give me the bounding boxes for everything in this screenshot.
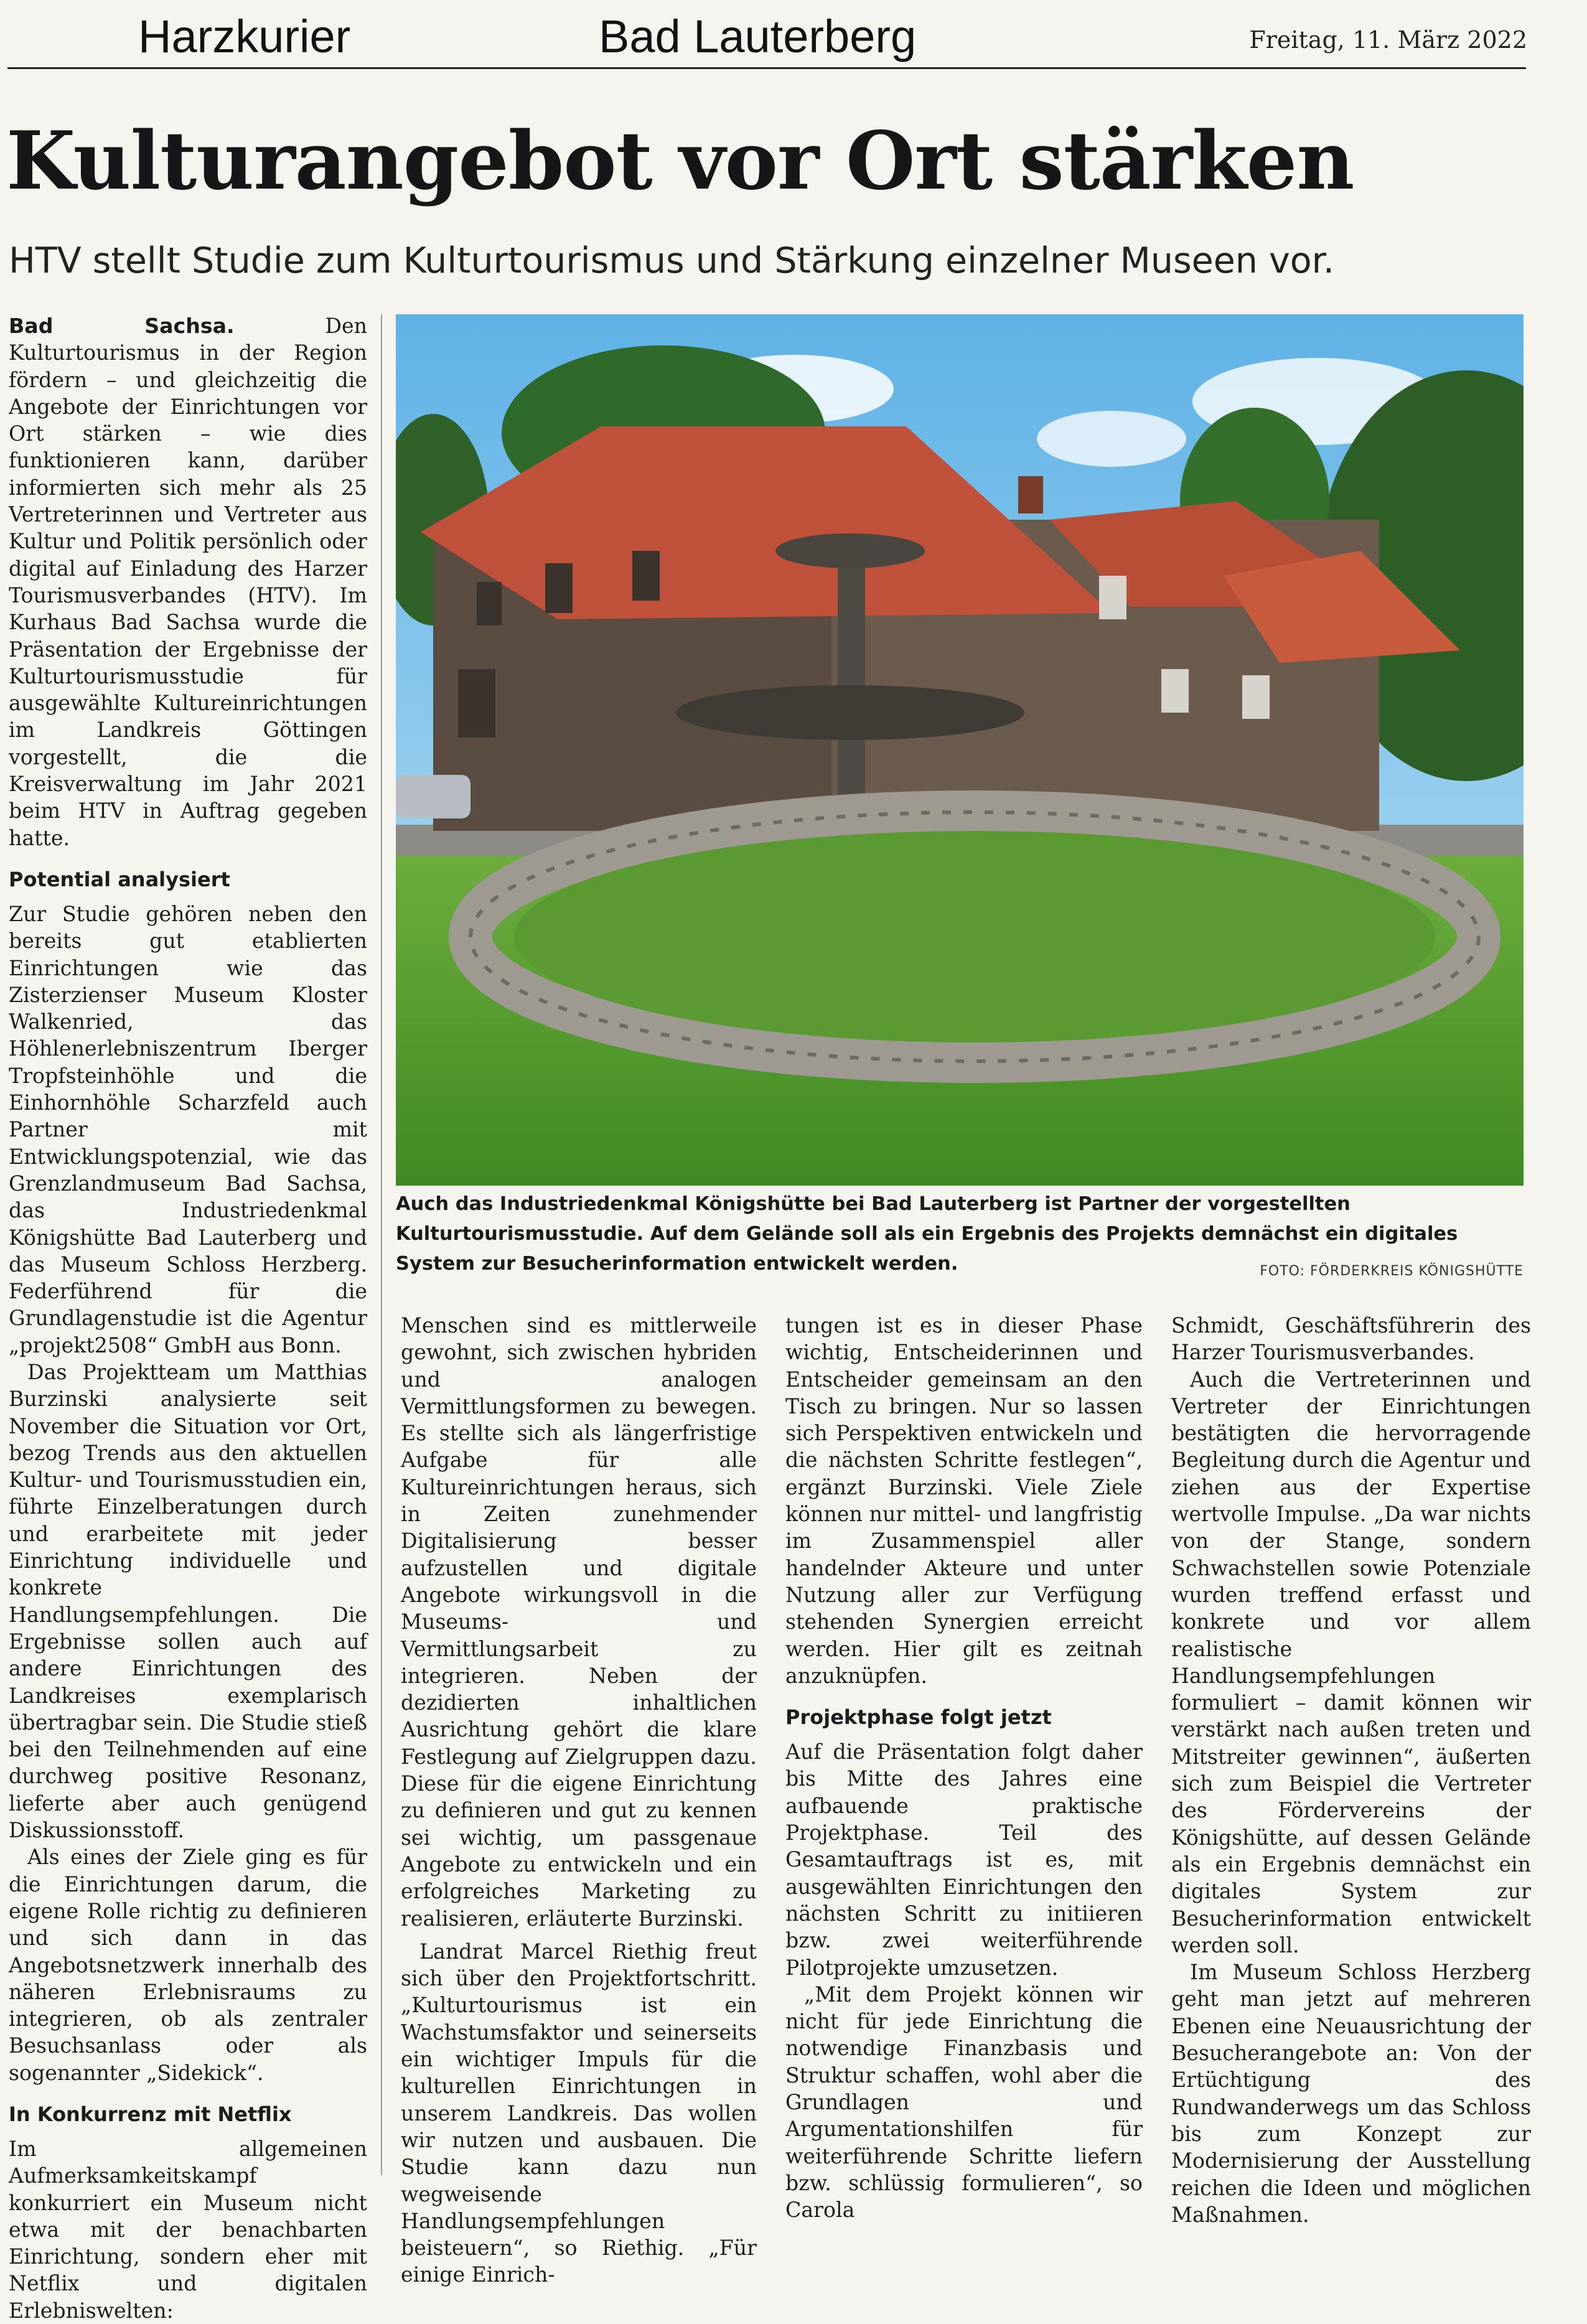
local-section-name: Bad Lauterberg [599,11,917,62]
paragraph: Im Museum Schloss Herzberg geht man jetzt auf mehreren Ebenen eine Neuausrichtung der Besucherangebote an: Von der Ertüchtigung des Rundwanderwegs um das Schloss bis zum Konzept zur Modernisierung der Ausstellung reichen die Ideen und möglichen Maßnahmen. [1171,1960,1531,2227]
paragraph: „Mit dem Projekt können wir nicht für jede Einrichtung die notwendige Finanzbasis und Struktur schaffen, wohl aber die Grundlagen und Argumentationshilfen für weiterführende Schritte liefern bzw. schlüssig formulieren“, so Carola [785,1982,1143,2223]
issue-date: Freitag, 11. März 2022 [1249,26,1527,54]
fountain-building-photo [396,314,1524,1186]
article-column-4 [1171,1312,1531,2228]
section-heading: Potential analysiert [9,867,230,891]
column-divider [381,314,382,2175]
article-column-3 [785,1312,1143,2224]
section-heading: Projektphase folgt jetzt [785,1705,1052,1730]
article-column-1 [9,312,367,2324]
masthead-rule [7,67,1526,69]
article-photo [396,314,1524,1186]
paragraph: Im allgemeinen Aufmerksamkeitskampf konkurriert ein Museum nicht etwa mit der benachbarten Einrichtung, sondern eher mit Netflix und digitalen Erlebniswelten: [9,2137,367,2323]
subheadline: HTV stellt Studie zum Kulturtourismus und Stärkung einzelner Museen vor. [9,240,1334,281]
newspaper-name: Harzkurier [138,11,351,62]
paragraph: tungen ist es in dieser Phase wichtig, Entscheiderinnen und Entscheider gemeinsam an den Tisch zu bringen. Nur so lassen sich Perspektiven entwickeln und die nächsten Schritte festlegen“, ergänzt Burzinski. Viele Ziele können nur mittel- und langfristig im Zusammenspiel aller handelnder Akteure und unter Nutzung aller zur Verfügung stehenden Synergien erreicht werden. Hier gilt es zeitnah anzuknüpfen. [785,1313,1143,1688]
paragraph: Den Kulturtourismus in der Region fördern – und gleichzeitig die Angebote der Einrichtungen vor Ort stärken – wie dies funktionieren kann, darüber informierten sich mehr als 25 Vertreterinnen und Vertreter aus Kultur und Politik persönlich oder digital auf Einladung des Harzer Tourismusverbandes (HTV). Im Kurhaus Bad Sachsa wurde die Präsentation der Ergebnisse der Kulturtourismusstudie für ausgewählte Kultureinrichtungen im Landkreis Göttingen vorgestellt, die die Kreisverwaltung im Jahr 2021 beim HTV in Auftrag gegeben hatte. [9,314,367,850]
article-column-2 [401,1312,757,2289]
paragraph: Auf die Präsentation folgt daher bis Mitte des Jahres eine aufbauende praktische Projektphase. Teil des Gesamtauftrags ist es, mit ausgewählten Einrichtungen den nächsten Schritt zu initiieren bzw. zwei weiterführende Pilotprojekte umzusetzen. [785,1740,1143,1980]
paragraph: Zur Studie gehören neben den bereits gut etablierten Einrichtungen wie das Zisterzienser Museum Kloster Walkenried, das Höhlenerlebniszentrum Iberger Tropfsteinhöhle und die Einhornhöhle Scharzfeld auch Partner mit Entwicklungspotenzial, wie das Grenzlandmuseum Bad Sachsa, das Industriedenkmal Königshütte Bad Lauterberg und das Museum Schloss Herzberg. Federführend für die Grundlagenstudie ist die Agentur „projekt2508“ GmbH aus Bonn. [9,901,367,1357]
section-heading: In Konkurrenz mit Netflix [9,2102,292,2126]
paragraph: Menschen sind es mittlerweile gewohnt, sich zwischen hybriden und analogen Vermittlungsformen zu bewegen. Es stellte sich als längerfristige Aufgabe für alle Kultureinrichtungen heraus, sich in Zeiten zunehmender Digitalisierung besser aufzustellen und digitale Angebote wirkungsvoll in die Museums- und Vermittlungsarbeit zu integrieren. Neben der dezidierten inhaltlichen Ausrichtung gehört die klare Festlegung auf Zielgruppen dazu. Diese für die eigene Einrichtung zu definieren und gut zu kennen sei wichtig, um passgenaue Angebote zu entwickeln und ein erfolgreiches Marketing zu realisieren, erläuterte Burzinski. [401,1313,757,1931]
paragraph: Als eines der Ziele ging es für die Einrichtungen darum, die eigene Rolle richtig zu definieren und sich dann in das Angebotsnetzwerk innerhalb des näheren Erlebnisraums zu integrieren, ob als zentraler Besuchsanlass oder als sogenannter „Sidekick“. [9,1845,367,2085]
photo-caption: Auch das Industriedenkmal Königshütte bei Bad Lauterberg ist Partner der vorgestellten Kulturtourismusstudie. Auf dem Gelände soll als ein Ergebnis des Projekts demnächst ein digitales System zur Besucherinformation entwickelt werden. [396,1193,1458,1275]
photo-credit: FOTO: FÖRDERKREIS KÖNIGSHÜTTE [1260,1263,1524,1279]
paragraph: Auch die Vertreterinnen und Vertreter der Einrichtungen bestätigten die hervorragende Begleitung durch die Agentur und ziehen aus der Expertise wertvolle Impulse. „Da war nichts von der Stange, sondern Schwachstellen sowie Potenziale wurden treffend erfasst und konkrete und vor allem realistische Handlungsempfehlungen formuliert – damit können wir verstärkt nach außen treten und Mitstreiter gewinnen“, äußerten sich zum Beispiel die Vertreter des Fördervereins der Königshütte, auf dessen Gelände als ein Ergebnis demnächst ein digitales System zur Besucherinformation entwickelt werden soll. [1171,1367,1531,1957]
paragraph: Schmidt, Geschäftsführerin des Harzer Tourismusverbandes. [1171,1313,1531,1365]
paragraph: Landrat Marcel Riethig freut sich über den Projektfortschritt. „Kulturtourismus ist ein Wachstumsfaktor und seinerseits ein wichtiger Impuls für die kulturellen Einrichtungen in unserem Landkreis. Das wollen wir nutzen und ausbauen. Die Studie kann dazu nun wegweisende Handlungsempfehlungen beisteuern“, so Riethig. „Für einige Einrich- [401,1939,757,2287]
dateline: Bad Sachsa. [9,314,235,338]
headline: Kulturangebot vor Ort stärken [6,115,1354,208]
paragraph: Das Projektteam um Matthias Burzinski analysierte seit November die Situation vor Ort, bezog Trends aus den aktuellen Kultur- und Tourismusstudien ein, führte Einzelberatungen durch und erarbeitete mit jeder Einrichtung individuelle und konkrete Handlungsempfehlungen. Die Ergebnisse sollen auch auf andere Einrichtungen des Landkreises exemplarisch übertragbar sein. Die Studie stieß bei den Teilnehmenden auf eine durchweg positive Resonanz, lieferte aber auch genügend Diskussionsstoff. [9,1359,367,1843]
